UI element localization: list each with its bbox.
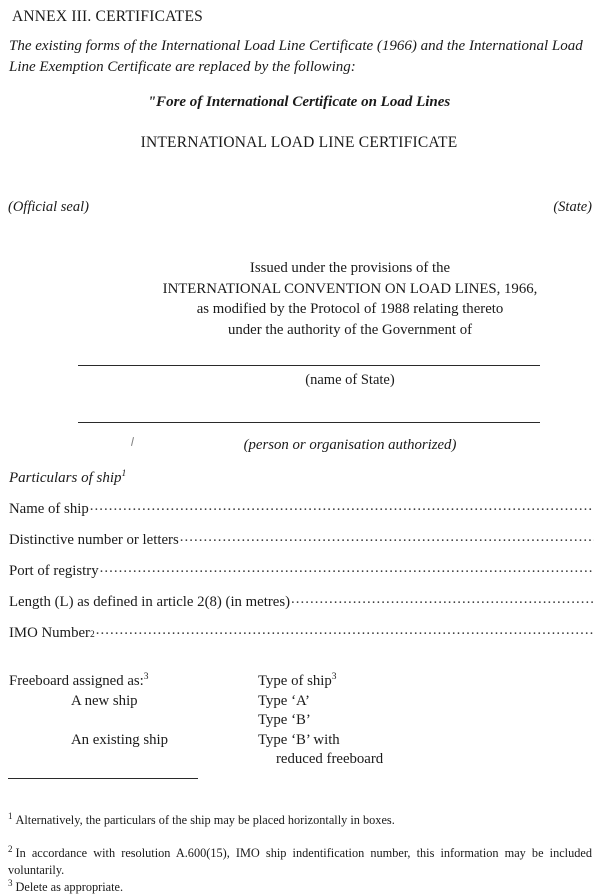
particulars-row-distinctive-number[interactable] — [0, 529, 600, 560]
footnote-2-marker: 2 — [8, 843, 13, 854]
footnote-1-text: Alternatively, the particulars of the ship may be placed horizontally in boxes. — [15, 813, 395, 827]
footnote-separator-rule — [8, 778, 198, 779]
fore-title — [0, 94, 600, 111]
fore-title-text: "Fore of International Certificate on Load Lines — [147, 94, 451, 110]
particulars-row-length[interactable] — [0, 591, 600, 622]
person-caption: (person or organisation authorized) — [243, 437, 457, 453]
field-label: Name of ship — [9, 500, 89, 517]
issued-line-3: as modified by the Protocol of 1988 relating thereto — [196, 301, 504, 317]
dotted-leader — [96, 622, 594, 637]
footnote-3 — [8, 879, 592, 896]
freeboard-header-text: Freeboard assigned as: — [9, 673, 144, 689]
ship-type-footnote-marker: 3 — [331, 672, 337, 683]
particulars-footnote-marker: 1 — [121, 469, 127, 479]
particulars-row-name-of-ship[interactable] — [0, 498, 600, 529]
dotted-leader — [100, 560, 594, 575]
field-label: IMO Number — [9, 624, 90, 641]
state-caption: (name of State) — [305, 372, 395, 388]
ship-type-header-text: Type of ship — [258, 673, 332, 689]
footnote-1 — [8, 812, 592, 829]
field-label: Length (L) as defined in article 2(8) (in metres) — [9, 593, 291, 610]
freeboard-footnote-marker: 3 — [143, 672, 149, 683]
footnotes-section — [8, 812, 592, 896]
footnote-2-text: In accordance with resolution A.600(15), IMO ship indentification number, this information may be included voluntarily. — [8, 846, 592, 877]
ship-type-column — [258, 672, 588, 770]
dotted-leader — [291, 591, 594, 606]
ship-type-option-b-reduced-cont: reduced freeboard — [276, 751, 384, 767]
field-label: Port of registry — [9, 562, 99, 579]
freeboard-spacer — [9, 711, 254, 731]
freeboard-option-new-ship[interactable]: A new ship — [71, 692, 138, 709]
official-seal-label: (Official seal) — [8, 199, 89, 215]
dotted-leader — [90, 498, 594, 513]
state-label: (State) — [553, 199, 592, 215]
ship-type-header — [258, 672, 588, 692]
freeboard-header — [9, 672, 254, 692]
footnote-3-marker: 3 — [8, 877, 13, 888]
freeboard-option-existing-ship[interactable]: An existing ship — [71, 731, 169, 748]
field-label: Distinctive number or letters — [9, 531, 179, 548]
issued-line-2: INTERNATIONAL CONVENTION ON LOAD LINES, 1966, — [162, 280, 538, 297]
certificate-title-text: INTERNATIONAL LOAD LINE CERTIFICATE — [140, 134, 458, 151]
particulars-row-port-of-registry[interactable] — [0, 560, 600, 591]
ship-type-option-a[interactable]: Type ‘A’ — [258, 692, 310, 709]
certificate-title — [0, 134, 600, 152]
freeboard-column — [9, 672, 254, 750]
issued-line-1: Issued under the provisions of the — [249, 260, 451, 276]
particulars-heading — [9, 470, 126, 487]
footnote-3-text: Delete as appropriate. — [15, 880, 124, 894]
dotted-leader — [180, 529, 594, 544]
state-signature-rule — [78, 365, 540, 366]
annex-heading: ANNEX III. CERTIFICATES — [12, 8, 203, 25]
footnote-1-marker: 1 — [8, 810, 13, 821]
ship-type-option-b[interactable]: Type ‘B’ — [258, 712, 311, 728]
ship-type-option-b-reduced[interactable]: Type ‘B’ with — [258, 731, 340, 748]
particulars-heading-text: Particulars of ship — [9, 470, 122, 486]
footnote-2 — [8, 845, 592, 879]
issued-line-4: under the authority of the Government of — [227, 321, 473, 338]
issued-under-block — [0, 258, 600, 340]
person-signature-rule — [78, 422, 540, 423]
intro-paragraph: The existing forms of the International Load Line Certificate (1966) and the International Load Line Exemption Certificate are replaced by the following: — [9, 38, 583, 75]
particulars-row-imo-number[interactable]: IMO Number 2 ..... — [0, 622, 600, 653]
particulars-field-list — [0, 498, 600, 653]
